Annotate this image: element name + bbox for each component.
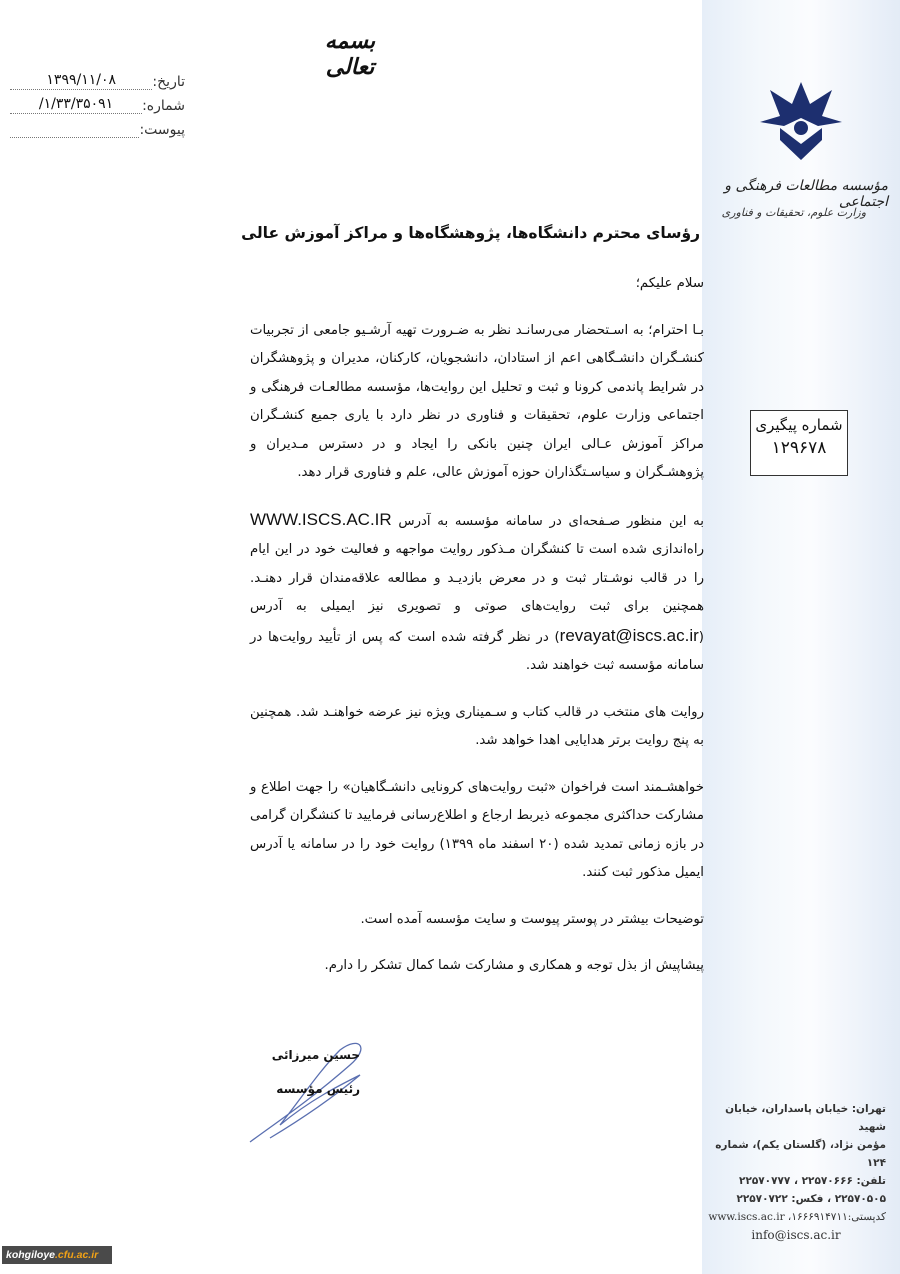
paragraph-2-text: راه‌اندازی شده است تا کنشگران مـذکور روایت مواجهه و فعالیت خود در این ایام را در قالب نوشـتار ثبت و در معرض بازدیـد و مطالعه علاقه‌مندان قرار دهنـد. همچنین برای ثبت روایت‌های صوتی و تصویری نیز ایمیلی به آدرس ( (250, 542, 704, 645)
attachment-value (10, 136, 139, 138)
number-row (10, 90, 185, 114)
attachment-label: پیوست: (139, 122, 185, 138)
paragraph-4: خواهشـمند است فراخوان «ثبت روایت‌های کرونایی دانشـگاهیان» را جهت اطلاع و مشارکت حداکثری مجموعه ذیربط ارجاع و اطلاع‌رسانی فرمایید تا کنشگران گرامی در بازه زمانی تمدید شده (۲۰ اسفند ماه ۱۳۹۹) روایت خود را در سامانه یا آدرس ایمیل مذکور ثبت کنند. (250, 779, 704, 880)
letter-body (250, 270, 704, 999)
tracking-number: ۱۲۹۶۷۸ (771, 438, 827, 458)
bismillah-heading: بسمه تعالی (324, 28, 376, 80)
institute-address (706, 1100, 886, 1244)
letter-meta (10, 66, 185, 138)
org-name: مؤسسه مطالعات فرهنگی و اجتماعی (724, 178, 888, 210)
watermark-prefix: kohgiloye (6, 1249, 56, 1261)
address-line: تهران: خیابان پاسداران، خیابان شهید (725, 1103, 886, 1133)
fax-line: ۲۲۵۷۰۵۰۵ ، فکس: ۲۲۵۷۰۷۲۲ (736, 1193, 886, 1205)
number-value: /۱/۳۳/۳۵۰۹۱ (10, 96, 142, 114)
paragraph-3: روایت های منتخب در قالب کتاب و سـمیناری ویژه نیز عرضه خواهنـد شد. همچنین به پنج روایت برتر هدایایی اهدا خواهد شد. (250, 704, 704, 748)
watermark-domain: .cfu.ac.ir (55, 1249, 99, 1261)
postal-web-line: کدپستی:۱۶۶۶۹۱۴۷۱۱، www.iscs.ac.ir (708, 1211, 886, 1223)
signatory-name: حسین میرزائی (271, 1048, 360, 1062)
email-link[interactable]: revayat@iscs.ac.ir (559, 625, 699, 645)
date-label: تاریخ: (152, 74, 185, 90)
website-link[interactable]: WWW.ISCS.AC.IR (250, 509, 392, 529)
address-line: مؤمن نژاد، (گلستان یکم)، شماره ۱۲۴ (715, 1139, 886, 1169)
paragraph-1: بـا احترام؛ به اسـتحضار می‌رسانـد نظر به ضـرورت تهیه آرشـیو جامعی از تجربیات کنشـگران دانشـگاهی اعم از استادان، دانشجویان، کارکنان، مدیران و پژوهشگران در شرایط پاندمی کرونا و ثبت و تحلیل این روایت‌ها، مؤسسه مطالعـات فرهنگی و اجتماعی وزارت علوم، تحقیقات و فناوری در نظر دارد با یاری جمیع کنشـگران مراکز آموزش عـالی ایران چنین بانکی را ایجاد و در دسترس مـدیران و پژوهشـگران و سیاسـتگذاران حوزه آموزش عالی، علم و فناوری قرار دهد. (250, 322, 704, 480)
source-watermark (2, 1246, 112, 1264)
number-label: شماره: (142, 98, 185, 114)
paragraph-2-text: ) در نظر گرفته شده است که پس از تأیید روایت‌ها در سامانه مؤسسه ثبت خواهند شد. (250, 629, 704, 673)
phone-line: تلفن: ۲۲۵۷۰۶۶۶ ، ۲۲۵۷۰۷۷۷ (739, 1175, 886, 1187)
paragraph-2 (250, 506, 704, 681)
tracking-number-box (750, 410, 848, 476)
attachment-row (10, 114, 185, 138)
contact-email: info@iscs.ac.ir (751, 1228, 841, 1242)
paragraph-2-text: به این منظور صـفحه‌ای در سامانه مؤسسه به آدرس (398, 513, 704, 529)
paragraph-5: توضیحات بیشتر در پوستر پیوست و سایت مؤسسه آمده است. (360, 911, 704, 927)
recipient-heading: رؤسای محترم دانشگاه‌ها، پژوهشگاه‌ها و مراکز آموزش عالی (241, 224, 700, 242)
paragraph-6: پیشاپیش از بذل توجه و همکاری و مشارکت شما کمال تشکر را دارم. (324, 958, 704, 973)
greeting: سلام علیکم؛ (635, 276, 704, 291)
institute-logo-icon (760, 82, 842, 162)
tracking-label: شماره پیگیری (755, 416, 843, 434)
ministry-name: وزارت علوم، تحقیقات و فناوری (721, 206, 866, 219)
signature-block (270, 1048, 360, 1096)
date-value: ۱۳۹۹/۱۱/۰۸ (10, 72, 152, 90)
signatory-title: رئیس مؤسسه (276, 1082, 360, 1096)
date-row (10, 66, 185, 90)
